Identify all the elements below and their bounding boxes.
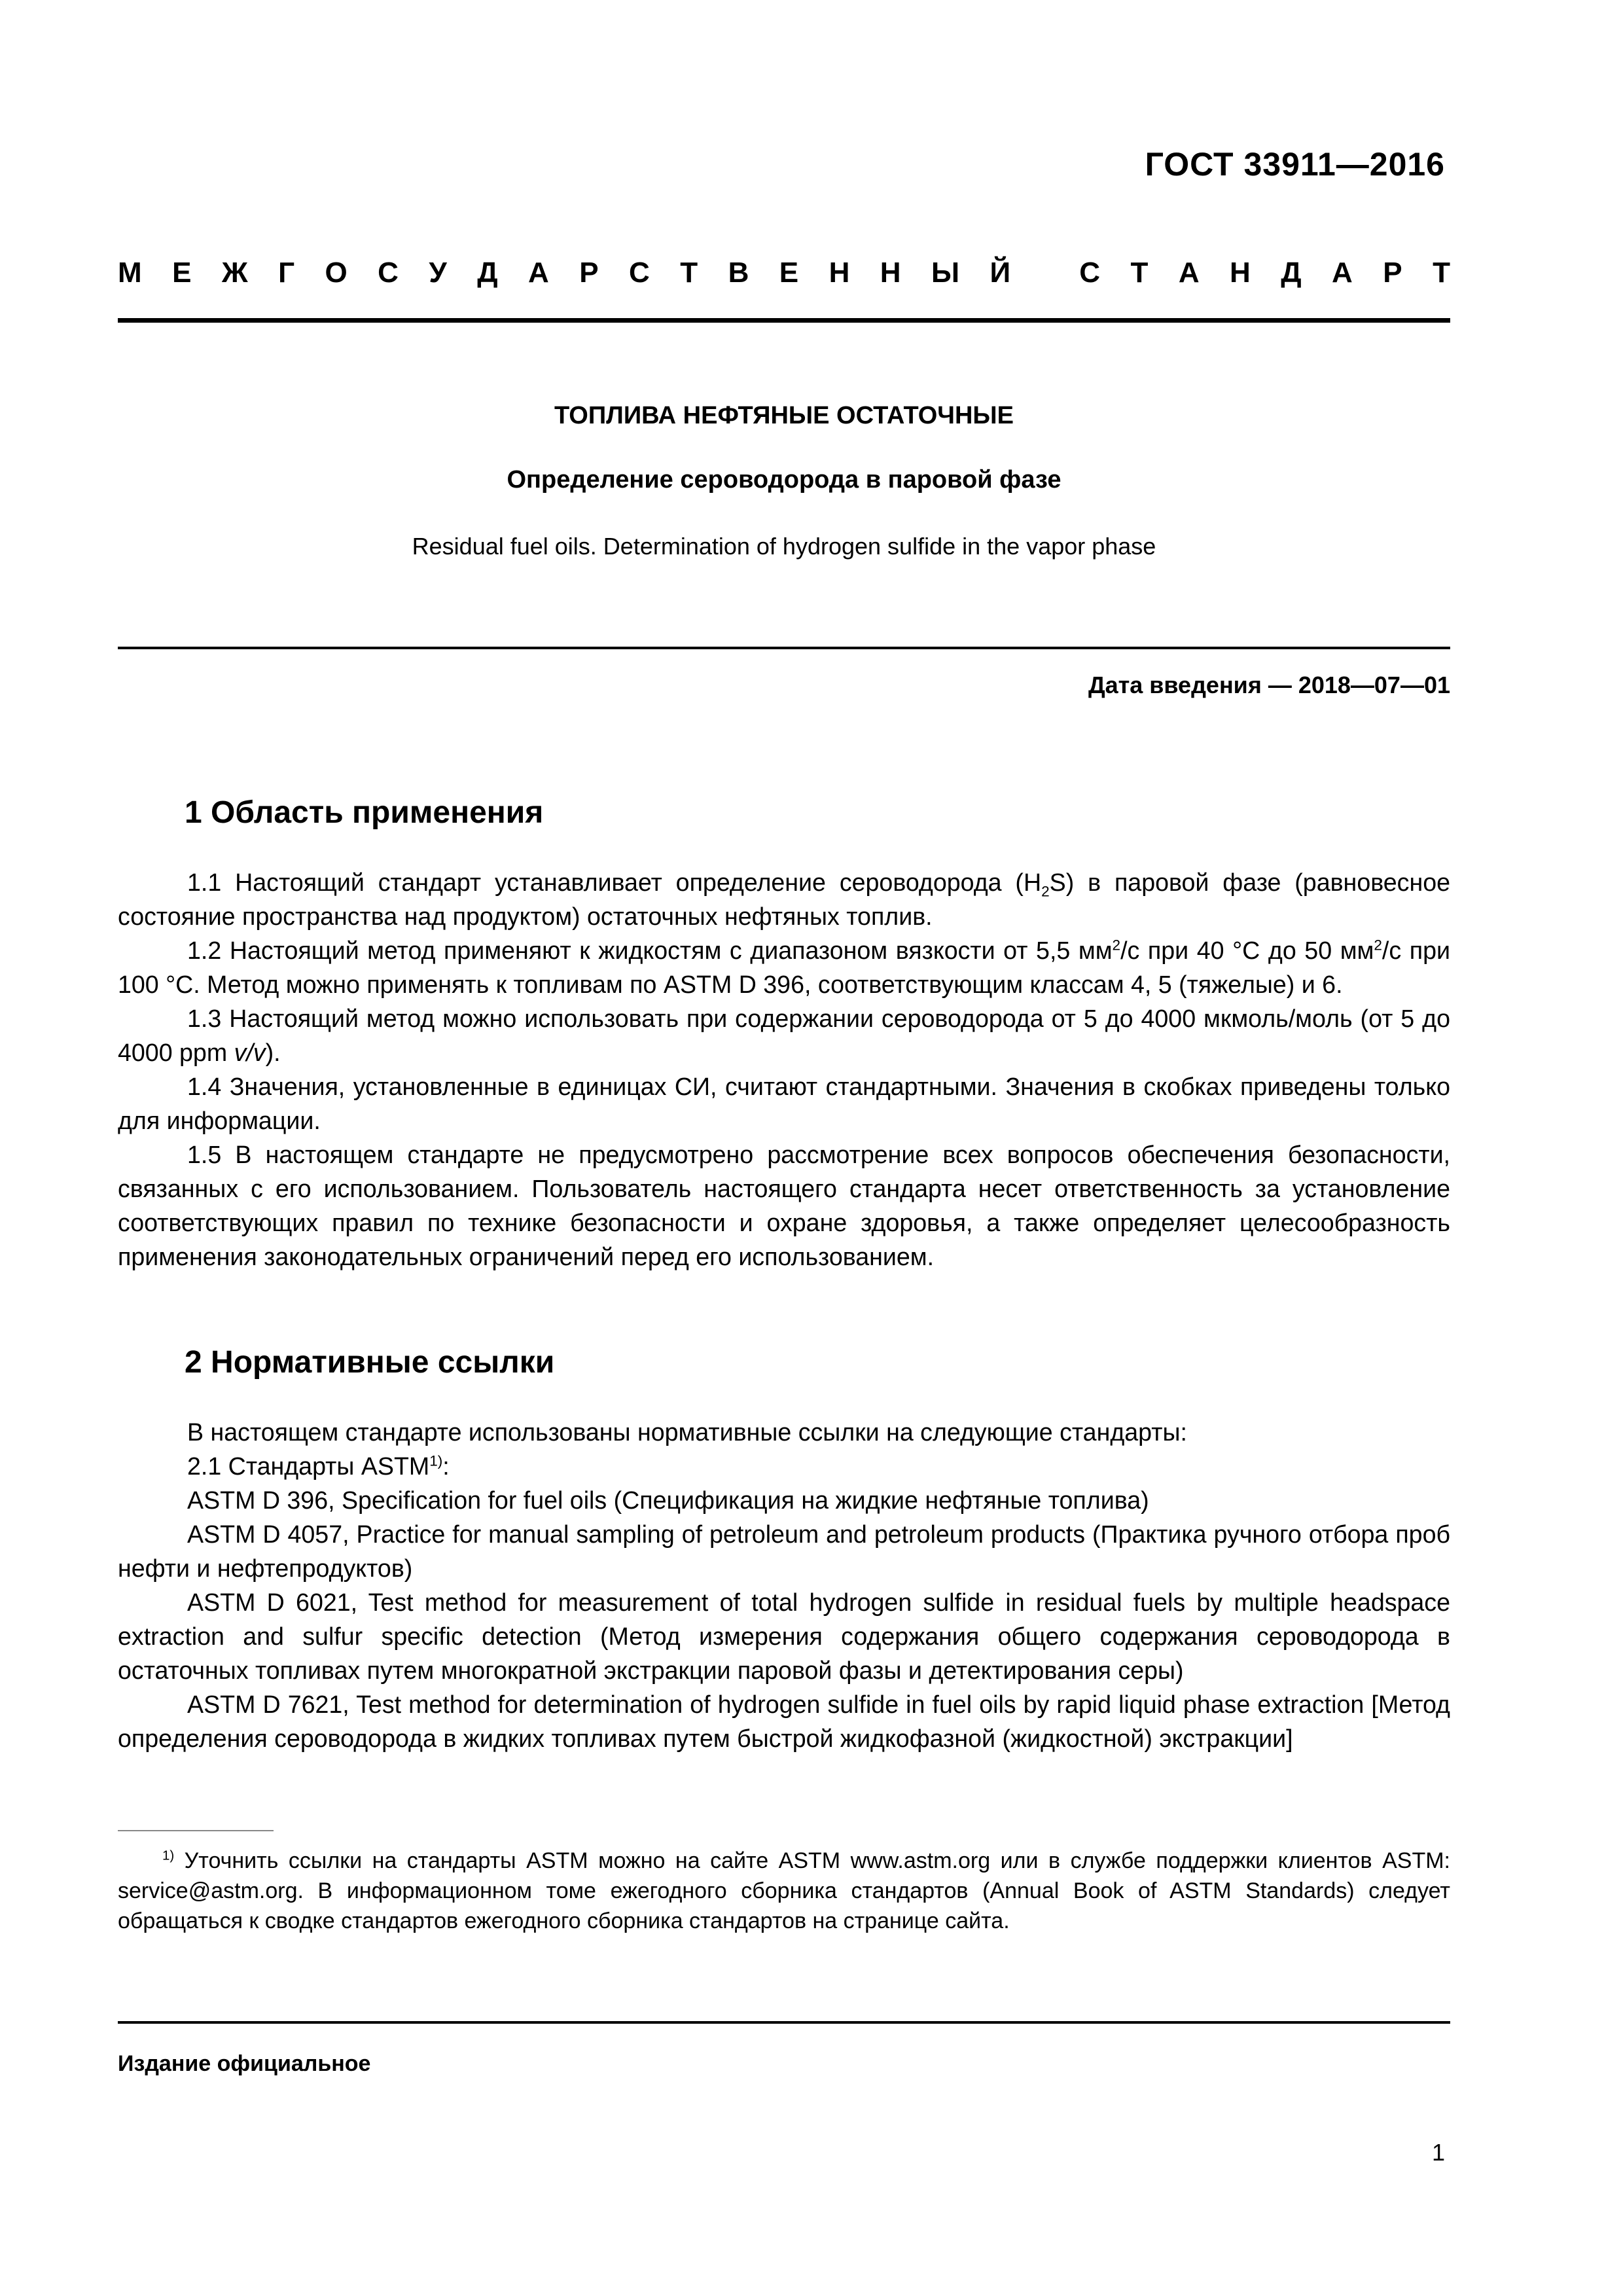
standard-type-heading: [118, 257, 1450, 289]
paragraph-1-4: 1.4 Значения, установленные в единицах СИ, считают стандартными. Значения в скобках приведены только для информации.: [118, 1073, 1450, 1134]
standard-type-letter: А: [1332, 257, 1353, 289]
header-divider: [118, 318, 1450, 323]
standard-type-letter: Р: [579, 257, 599, 289]
reference-astm-d396: ASTM D 396, Specification for fuel oils (Спецификация на жидкие нефтяные топлива): [187, 1486, 1149, 1514]
footnote-ref[interactable]: 1): [429, 1452, 443, 1469]
standard-type-letter: Н: [829, 257, 850, 289]
reference-astm-d7621: ASTM D 7621, Test method for determination of hydrogen sulfide in fuel oils by rapid liquid phase extraction [Метод определения сероводорода в жидких топливах путем быстрой жидкофазной (жидкостной) экстракции]: [118, 1691, 1450, 1752]
paragraph-1-3: 1.3 Настоящий метод можно использовать при содержании сероводорода от 5 до 4000 мкмоль/моль (от 5 до 4000 ppm v/v).: [118, 1005, 1450, 1066]
section-1-title: 1 Область применения: [185, 795, 544, 830]
footnote-text: Уточнить ссылки на стандарты ASTM можно на сайте ASTM www.astm.org или в службе поддержки клиентов ASTM: service@astm.org. В информационном томе ежегодного сборника стандартов (Annual Book of ASTM Standards) следует обращаться к сводке стандартов ежегодного сборника стандартов на странице сайта.: [118, 1848, 1450, 1933]
standard-type-letter: С: [1079, 257, 1101, 289]
standard-type-letter: Й: [990, 257, 1011, 289]
standard-type-letter: О: [325, 257, 348, 289]
footnote: [118, 1846, 1450, 1936]
standard-type-letter: У: [429, 257, 447, 289]
page-number: 1: [1431, 2139, 1445, 2166]
standard-type-letter: Е: [779, 257, 799, 289]
standard-type-letter: Е: [172, 257, 192, 289]
standard-type-letter: Ы: [931, 257, 960, 289]
standard-type-letter: С: [629, 257, 650, 289]
standard-type-letter: Д: [1281, 257, 1302, 289]
standard-type-letter: Т: [1130, 257, 1149, 289]
standard-type-letter: Н: [880, 257, 901, 289]
standard-type-letter: Г: [278, 257, 295, 289]
standard-type-letter: Т: [680, 257, 698, 289]
standard-type-letter: А: [1178, 257, 1200, 289]
reference-astm-d6021: ASTM D 6021, Test method for measurement of total hydrogen sulfide in residual fuels by multiple headspace extraction and sulfur specific detection (Метод измерения содержания общего содержания сероводорода в остаточных топливах путем многократной экстракции паровой фазы и детектирования серы): [118, 1588, 1450, 1684]
section-1-body: [118, 865, 1450, 1274]
paragraph-1-1: 1.1 Настоящий стандарт устанавливает определение сероводорода $(H_2S)$ в паровой фазе (равновесное состояние пространства над продуктом) остаточных нефтяных топлив.: [118, 869, 1450, 930]
standard-type-letter: Д: [477, 257, 498, 289]
document-subtitle: Определение сероводорода в паровой фазе: [507, 466, 1061, 493]
document-title-english: Residual fuel oils. Determination of hydrogen sulfide in the vapor phase: [412, 533, 1156, 560]
standard-type-letter: [1041, 257, 1049, 289]
section-2-title: 2 Нормативные ссылки: [185, 1345, 555, 1380]
section-2-body: [118, 1415, 1450, 1755]
official-edition-label: Издание официальное: [118, 2051, 371, 2076]
title-divider: [118, 647, 1450, 649]
footnote-marker: 1): [162, 1848, 175, 1863]
introduction-date: Дата введения — 2018—07—01: [1088, 672, 1450, 698]
standard-type-letter: Т: [1433, 257, 1450, 289]
document-title: ТОПЛИВА НЕФТЯНЫЕ ОСТАТОЧНЫЕ: [554, 402, 1014, 429]
standard-type-letter: М: [118, 257, 142, 289]
paragraph-1-5: 1.5 В настоящем стандарте не предусмотрено рассмотрение всех вопросов обеспечения безопасности, связанных с его использованием. Пользователь настоящего стандарта несет ответственность за установление соответствующих правил по технике безопасности и охране здоровья, а также определяет целесообразность применения законодательных ограничений перед его использованием.: [118, 1141, 1450, 1270]
standard-type-letter: В: [728, 257, 749, 289]
document-number: ГОСТ 33911—2016: [1145, 146, 1445, 183]
standard-type-letter: С: [378, 257, 399, 289]
paragraph-1-2: 1.2 Настоящий метод применяют к жидкостям с диапазоном вязкости от 5,5 $мм^2/с$ при 40 °С до 50 $мм^2/с$ при 100 °С. Метод можно применять к топливам по ASTM D 396, соответствующим классам 4, 5 (тяжелые) и 6.: [118, 937, 1450, 998]
standard-type-letter: Р: [1383, 257, 1402, 289]
footer-divider: [118, 2021, 1450, 2024]
paragraph-2-intro: В настоящем стандарте использованы нормативные ссылки на следующие стандарты:: [187, 1418, 1187, 1446]
standard-type-letter: Ж: [221, 257, 248, 289]
reference-astm-d4057: ASTM D 4057, Practice for manual sampling of petroleum and petroleum products (Практика ручного отбора проб нефти и нефтепродуктов): [118, 1520, 1450, 1582]
standard-type-letter: Н: [1230, 257, 1251, 289]
paragraph-2-1: 2.1 Стандарты ASTM$^{1)}$:: [187, 1452, 450, 1480]
standard-type-letter: А: [528, 257, 549, 289]
footnote-separator: [118, 1830, 274, 1831]
